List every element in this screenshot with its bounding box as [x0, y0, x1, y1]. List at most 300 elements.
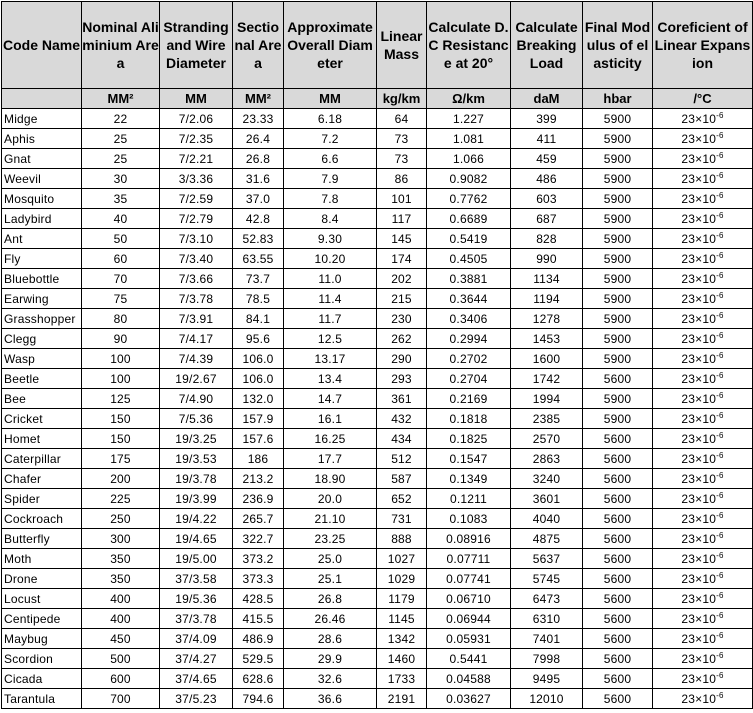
table-row [2, 309, 753, 329]
table-cell: 322.7 [233, 529, 284, 549]
table-cell: 6.18 [284, 109, 377, 129]
table-cell: 7.2 [284, 129, 377, 149]
table-cell: 1733 [377, 669, 427, 689]
expansion-cell [653, 209, 753, 229]
table-cell: 50 [82, 229, 160, 249]
table-cell: 186 [233, 449, 284, 469]
table-cell: 36.6 [284, 689, 377, 709]
table-cell: 5900 [583, 409, 653, 429]
table-cell: 157.9 [233, 409, 284, 429]
table-cell: 101 [377, 189, 427, 209]
table-cell: 1342 [377, 629, 427, 649]
table-cell: 486.9 [233, 629, 284, 649]
header-nominal-area: Nominal Aliminium Area [82, 2, 160, 89]
table-cell: 84.1 [233, 309, 284, 329]
table-cell: 5900 [583, 389, 653, 409]
table-row [2, 649, 753, 669]
expansion-base: 23×10 [681, 232, 717, 246]
table-cell: 213.2 [233, 469, 284, 489]
table-cell: 0.2169 [427, 389, 511, 409]
expansion-base: 23×10 [681, 412, 717, 426]
expansion-base: 23×10 [681, 672, 717, 686]
table-cell: 4040 [511, 509, 583, 529]
table-row [2, 229, 753, 249]
expansion-base: 23×10 [681, 512, 717, 526]
code-name-cell: Mosquito [2, 189, 82, 209]
table-cell: 25.0 [284, 549, 377, 569]
header-stranding: Stranding and Wire Diameter [160, 2, 233, 89]
table-cell: 5600 [583, 509, 653, 529]
table-row [2, 149, 753, 169]
table-cell: 12010 [511, 689, 583, 709]
expansion-exponent: -6 [716, 211, 724, 220]
table-cell: 0.3406 [427, 309, 511, 329]
expansion-exponent: -6 [716, 151, 724, 160]
table-cell: 687 [511, 209, 583, 229]
table-cell: 225 [82, 489, 160, 509]
code-name-cell: Maybug [2, 629, 82, 649]
code-name-cell: Beetle [2, 369, 82, 389]
table-cell: 7/2.21 [160, 149, 233, 169]
table-cell: 5600 [583, 689, 653, 709]
expansion-cell [653, 389, 753, 409]
expansion-base: 23×10 [681, 692, 717, 706]
code-name-cell: Wasp [2, 349, 82, 369]
table-cell: 1278 [511, 309, 583, 329]
table-cell: 125 [82, 389, 160, 409]
expansion-exponent: -6 [716, 471, 724, 480]
expansion-cell [653, 629, 753, 649]
code-name-cell: Grasshopper [2, 309, 82, 329]
table-cell: 1194 [511, 289, 583, 309]
expansion-cell [653, 369, 753, 389]
table-cell: 3601 [511, 489, 583, 509]
expansion-cell [653, 689, 753, 709]
table-cell: 373.3 [233, 569, 284, 589]
table-cell: 5600 [583, 649, 653, 669]
header-row [2, 2, 753, 89]
table-cell: 23.25 [284, 529, 377, 549]
table-cell: 529.5 [233, 649, 284, 669]
expansion-cell [653, 449, 753, 469]
expansion-cell [653, 269, 753, 289]
table-row [2, 189, 753, 209]
table-cell: 5900 [583, 269, 653, 289]
table-cell: 31.6 [233, 169, 284, 189]
expansion-cell [653, 609, 753, 629]
table-cell: 19/3.25 [160, 429, 233, 449]
table-cell: 7/5.36 [160, 409, 233, 429]
table-cell: 200 [82, 469, 160, 489]
code-name-cell: Earwing [2, 289, 82, 309]
expansion-exponent: -6 [716, 571, 724, 580]
table-cell: 26.8 [284, 589, 377, 609]
table-cell: 106.0 [233, 369, 284, 389]
expansion-base: 23×10 [681, 472, 717, 486]
table-cell: 415.5 [233, 609, 284, 629]
code-name-cell: Midge [2, 109, 82, 129]
table-cell: 0.03627 [427, 689, 511, 709]
table-cell: 794.6 [233, 689, 284, 709]
table-cell: 17.7 [284, 449, 377, 469]
table-row [2, 289, 753, 309]
expansion-base: 23×10 [681, 292, 717, 306]
table-cell: 37.0 [233, 189, 284, 209]
table-cell: 1.066 [427, 149, 511, 169]
unit-cell: hbar [583, 89, 653, 109]
table-cell: 459 [511, 149, 583, 169]
header-code-name: Code Name [2, 2, 82, 89]
expansion-cell [653, 589, 753, 609]
units-row [2, 89, 753, 109]
expansion-base: 23×10 [681, 152, 717, 166]
expansion-base: 23×10 [681, 592, 717, 606]
table-cell: 202 [377, 269, 427, 289]
table-cell: 26.4 [233, 129, 284, 149]
expansion-cell [653, 289, 753, 309]
table-cell: 0.07741 [427, 569, 511, 589]
code-name-cell: Moth [2, 549, 82, 569]
table-cell: 175 [82, 449, 160, 469]
table-cell: 13.17 [284, 349, 377, 369]
table-cell: 828 [511, 229, 583, 249]
unit-cell: MM² [233, 89, 284, 109]
table-cell: 400 [82, 589, 160, 609]
table-cell: 5600 [583, 449, 653, 469]
table-cell: 0.4505 [427, 249, 511, 269]
table-cell: 64 [377, 109, 427, 129]
table-cell: 1145 [377, 609, 427, 629]
code-name-cell: Drone [2, 569, 82, 589]
table-cell: 73 [377, 149, 427, 169]
table-cell: 3/3.36 [160, 169, 233, 189]
table-cell: 7/2.06 [160, 109, 233, 129]
code-name-cell: Butterfly [2, 529, 82, 549]
conductor-spec-table [1, 1, 753, 709]
expansion-cell [653, 649, 753, 669]
code-name-cell: Ant [2, 229, 82, 249]
table-cell: 7/2.79 [160, 209, 233, 229]
table-cell: 0.6689 [427, 209, 511, 229]
table-cell: 5600 [583, 489, 653, 509]
table-cell: 9495 [511, 669, 583, 689]
table-cell: 411 [511, 129, 583, 149]
table-cell: 587 [377, 469, 427, 489]
table-cell: 7/2.59 [160, 189, 233, 209]
code-name-cell: Homet [2, 429, 82, 449]
table-cell: 5900 [583, 349, 653, 369]
expansion-base: 23×10 [681, 632, 717, 646]
table-cell: 5900 [583, 109, 653, 129]
table-cell: 5600 [583, 569, 653, 589]
expansion-base: 23×10 [681, 352, 717, 366]
table-cell: 18.90 [284, 469, 377, 489]
expansion-exponent: -6 [716, 631, 724, 640]
expansion-base: 23×10 [681, 492, 717, 506]
table-cell: 7/2.35 [160, 129, 233, 149]
table-cell: 5900 [583, 289, 653, 309]
expansion-base: 23×10 [681, 552, 717, 566]
table-cell: 500 [82, 649, 160, 669]
table-cell: 428.5 [233, 589, 284, 609]
expansion-exponent: -6 [716, 171, 724, 180]
table-cell: 145 [377, 229, 427, 249]
table-body [2, 109, 753, 709]
table-cell: 215 [377, 289, 427, 309]
table-cell: 5600 [583, 589, 653, 609]
table-cell: 5600 [583, 609, 653, 629]
table-cell: 16.25 [284, 429, 377, 449]
expansion-exponent: -6 [716, 391, 724, 400]
table-cell: 5900 [583, 209, 653, 229]
code-name-cell: Bluebottle [2, 269, 82, 289]
table-row [2, 509, 753, 529]
table-cell: 400 [82, 609, 160, 629]
table-cell: 230 [377, 309, 427, 329]
expansion-base: 23×10 [681, 452, 717, 466]
expansion-cell [653, 109, 753, 129]
table-cell: 290 [377, 349, 427, 369]
table-cell: 52.83 [233, 229, 284, 249]
expansion-base: 23×10 [681, 132, 717, 146]
expansion-exponent: -6 [716, 431, 724, 440]
table-cell: 19/3.78 [160, 469, 233, 489]
code-name-cell: Fly [2, 249, 82, 269]
expansion-base: 23×10 [681, 272, 717, 286]
expansion-base: 23×10 [681, 112, 717, 126]
table-cell: 11.4 [284, 289, 377, 309]
table-row [2, 549, 753, 569]
table-cell: 990 [511, 249, 583, 269]
expansion-base: 23×10 [681, 612, 717, 626]
unit-cell: /°C [653, 89, 753, 109]
expansion-exponent: -6 [716, 531, 724, 540]
code-name-cell: Locust [2, 589, 82, 609]
table-row [2, 589, 753, 609]
table-cell: 0.08916 [427, 529, 511, 549]
code-name-cell: Spider [2, 489, 82, 509]
unit-cell: daM [511, 89, 583, 109]
table-cell: 1029 [377, 569, 427, 589]
expansion-exponent: -6 [716, 671, 724, 680]
table-cell: 7.8 [284, 189, 377, 209]
expansion-cell [653, 409, 753, 429]
expansion-cell [653, 469, 753, 489]
table-row [2, 209, 753, 229]
table-cell: 512 [377, 449, 427, 469]
table-row [2, 689, 753, 709]
table-cell: 86 [377, 169, 427, 189]
table-cell: 19/5.00 [160, 549, 233, 569]
table-cell: 35 [82, 189, 160, 209]
expansion-exponent: -6 [716, 131, 724, 140]
table-cell: 1453 [511, 329, 583, 349]
table-cell: 7401 [511, 629, 583, 649]
table-cell: 652 [377, 489, 427, 509]
table-cell: 731 [377, 509, 427, 529]
table-cell: 350 [82, 549, 160, 569]
table-cell: 157.6 [233, 429, 284, 449]
table-cell: 0.1818 [427, 409, 511, 429]
table-cell: 0.06944 [427, 609, 511, 629]
table-cell: 29.9 [284, 649, 377, 669]
expansion-base: 23×10 [681, 192, 717, 206]
table-cell: 37/5.23 [160, 689, 233, 709]
table-cell: 26.46 [284, 609, 377, 629]
expansion-cell [653, 309, 753, 329]
table-row [2, 669, 753, 689]
table-cell: 37/4.27 [160, 649, 233, 669]
table-cell: 22 [82, 109, 160, 129]
table-cell: 1.227 [427, 109, 511, 129]
expansion-exponent: -6 [716, 251, 724, 260]
table-cell: 32.6 [284, 669, 377, 689]
header-overall-diameter: Approximate Overall Diameter [284, 2, 377, 89]
expansion-cell [653, 169, 753, 189]
table-cell: 1.081 [427, 129, 511, 149]
table-cell: 2863 [511, 449, 583, 469]
table-cell: 80 [82, 309, 160, 329]
code-name-cell: Aphis [2, 129, 82, 149]
table-cell: 90 [82, 329, 160, 349]
table-cell: 0.2704 [427, 369, 511, 389]
table-row [2, 109, 753, 129]
code-name-cell: Gnat [2, 149, 82, 169]
table-cell: 19/2.67 [160, 369, 233, 389]
table-cell: 5900 [583, 309, 653, 329]
table-cell: 603 [511, 189, 583, 209]
table-cell: 1600 [511, 349, 583, 369]
table-cell: 4875 [511, 529, 583, 549]
table-row [2, 409, 753, 429]
table-cell: 5900 [583, 249, 653, 269]
table-cell: 5900 [583, 329, 653, 349]
code-name-cell: Chafer [2, 469, 82, 489]
code-name-cell: Cricket [2, 409, 82, 429]
table-cell: 95.6 [233, 329, 284, 349]
expansion-cell [653, 669, 753, 689]
table-cell: 0.1825 [427, 429, 511, 449]
table-cell: 1027 [377, 549, 427, 569]
table-cell: 14.7 [284, 389, 377, 409]
expansion-base: 23×10 [681, 532, 717, 546]
table-cell: 28.6 [284, 629, 377, 649]
table-cell: 23.33 [233, 109, 284, 129]
expansion-cell [653, 349, 753, 369]
table-cell: 78.5 [233, 289, 284, 309]
table-cell: 5637 [511, 549, 583, 569]
header-breaking-load: Calculate Breaking Load [511, 2, 583, 89]
expansion-cell [653, 569, 753, 589]
expansion-exponent: -6 [716, 111, 724, 120]
table-cell: 106.0 [233, 349, 284, 369]
table-cell: 100 [82, 369, 160, 389]
expansion-cell [653, 249, 753, 269]
table-row [2, 609, 753, 629]
table-row [2, 269, 753, 289]
table-row [2, 389, 753, 409]
expansion-cell [653, 509, 753, 529]
expansion-exponent: -6 [716, 551, 724, 560]
code-name-cell: Scordion [2, 649, 82, 669]
expansion-base: 23×10 [681, 212, 717, 226]
table-cell: 293 [377, 369, 427, 389]
table-row [2, 489, 753, 509]
table-cell: 5600 [583, 369, 653, 389]
unit-cell: MM [160, 89, 233, 109]
expansion-base: 23×10 [681, 172, 717, 186]
table-row [2, 329, 753, 349]
table-cell: 7/3.40 [160, 249, 233, 269]
table-cell: 5900 [583, 189, 653, 209]
expansion-base: 23×10 [681, 652, 717, 666]
expansion-exponent: -6 [716, 271, 724, 280]
code-name-cell: Caterpillar [2, 449, 82, 469]
expansion-cell [653, 549, 753, 569]
table-cell: 7/4.17 [160, 329, 233, 349]
expansion-cell [653, 229, 753, 249]
table-cell: 5600 [583, 669, 653, 689]
table-cell: 5900 [583, 229, 653, 249]
table-cell: 700 [82, 689, 160, 709]
table-cell: 150 [82, 409, 160, 429]
table-row [2, 129, 753, 149]
expansion-exponent: -6 [716, 311, 724, 320]
table-cell: 5600 [583, 549, 653, 569]
code-name-cell: Weevil [2, 169, 82, 189]
table-cell: 8.4 [284, 209, 377, 229]
table-cell: 5600 [583, 629, 653, 649]
expansion-cell [653, 329, 753, 349]
table-cell: 5900 [583, 129, 653, 149]
table-cell: 5600 [583, 469, 653, 489]
expansion-exponent: -6 [716, 611, 724, 620]
expansion-cell [653, 529, 753, 549]
table-cell: 132.0 [233, 389, 284, 409]
table-cell: 0.04588 [427, 669, 511, 689]
code-name-cell: Bee [2, 389, 82, 409]
expansion-exponent: -6 [716, 371, 724, 380]
table-cell: 13.4 [284, 369, 377, 389]
table-cell: 6.6 [284, 149, 377, 169]
table-cell: 75 [82, 289, 160, 309]
table-cell: 5600 [583, 429, 653, 449]
table-cell: 40 [82, 209, 160, 229]
table-cell: 11.0 [284, 269, 377, 289]
expansion-exponent: -6 [716, 651, 724, 660]
table-cell: 2385 [511, 409, 583, 429]
table-cell: 70 [82, 269, 160, 289]
table-cell: 0.3881 [427, 269, 511, 289]
table-cell: 1179 [377, 589, 427, 609]
header-linear-mass: Linear Mass [377, 2, 427, 89]
table-row [2, 449, 753, 469]
table-cell: 300 [82, 529, 160, 549]
table-cell: 19/5.36 [160, 589, 233, 609]
table-cell: 6310 [511, 609, 583, 629]
expansion-cell [653, 189, 753, 209]
header-expansion: Coreficient of Linear Expansion [653, 2, 753, 89]
table-cell: 2570 [511, 429, 583, 449]
table-cell: 3240 [511, 469, 583, 489]
table-cell: 0.07711 [427, 549, 511, 569]
table-row [2, 569, 753, 589]
table-cell: 174 [377, 249, 427, 269]
table-cell: 236.9 [233, 489, 284, 509]
expansion-exponent: -6 [716, 351, 724, 360]
table-cell: 250 [82, 509, 160, 529]
table-cell: 1994 [511, 389, 583, 409]
